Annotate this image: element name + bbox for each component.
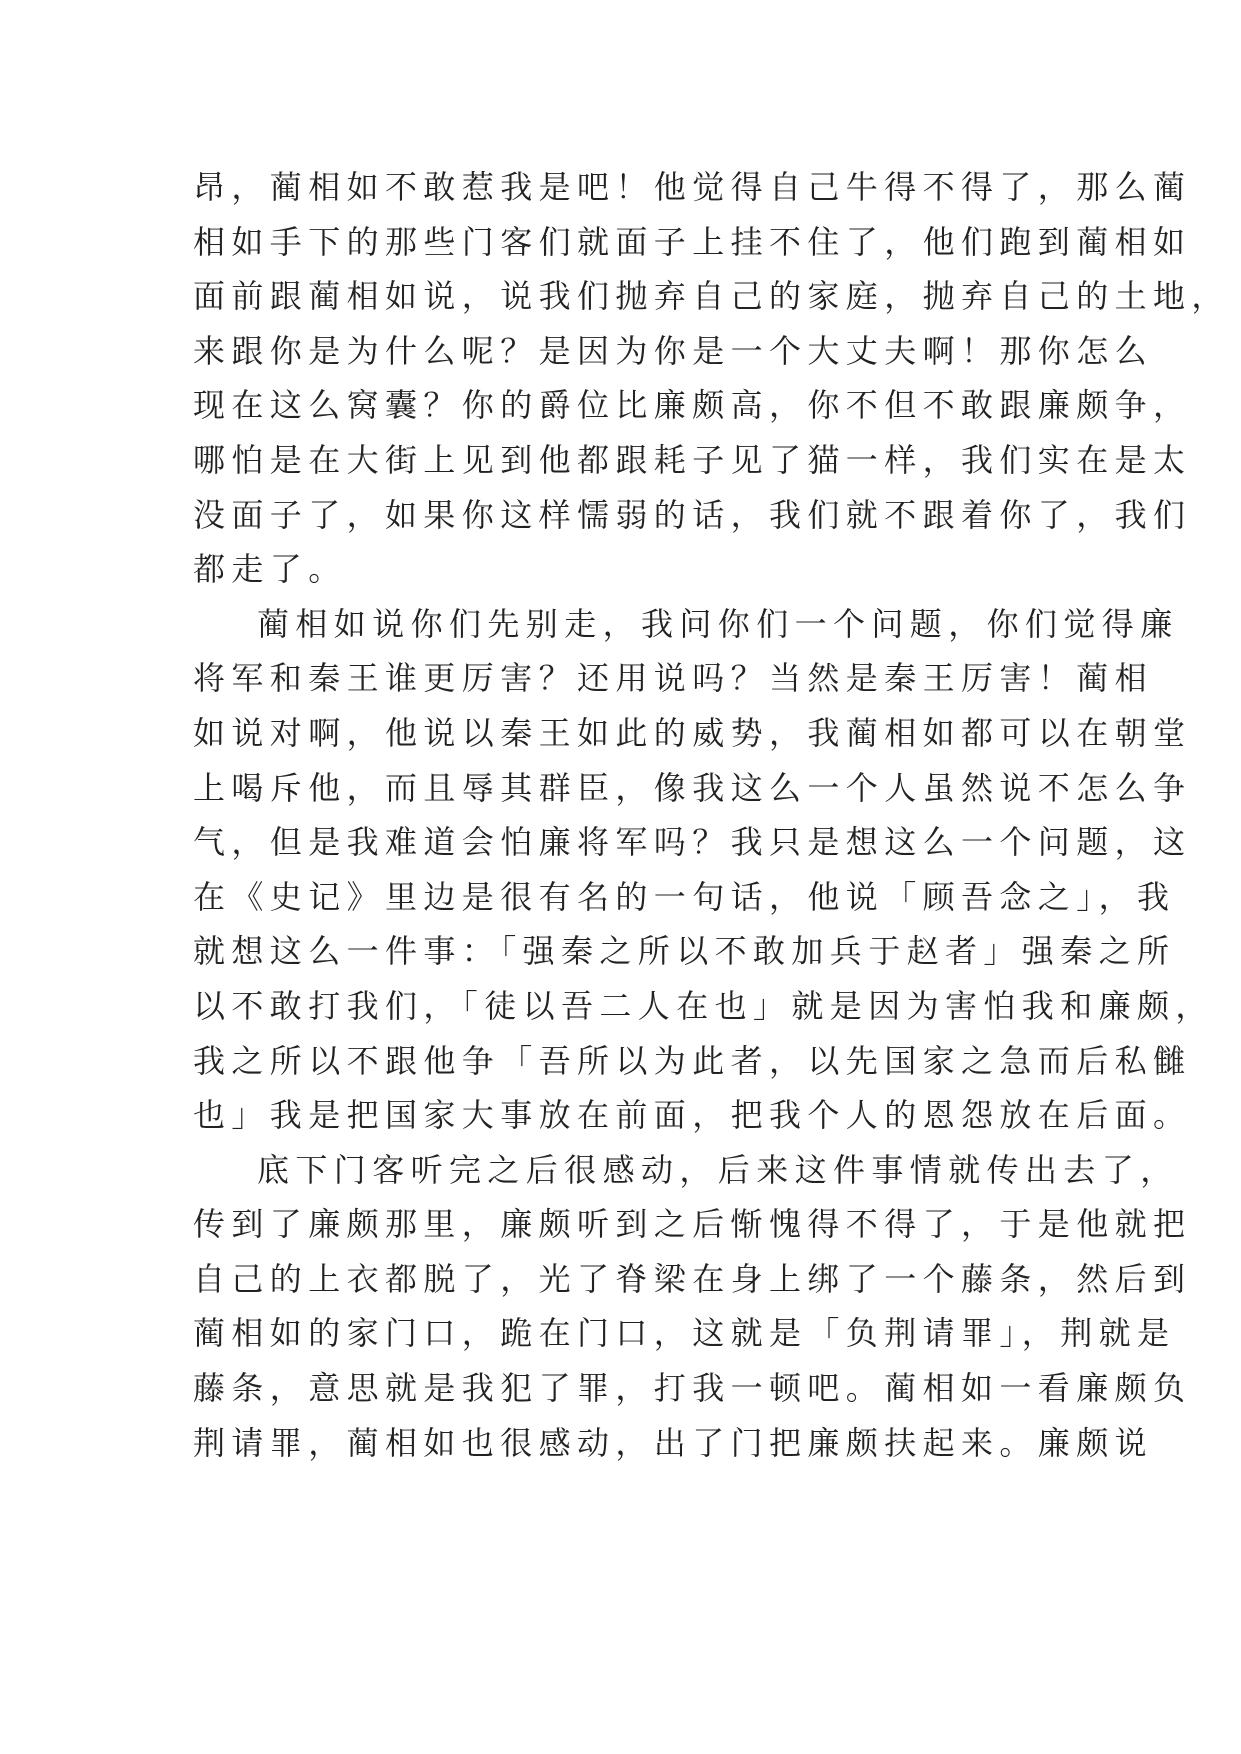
text-line: 荆请罪，蔺相如也很感动，出了门把廉颇扶起来。廉颇说: [193, 1423, 1154, 1462]
text-line: 都走了。: [193, 550, 347, 589]
text-line: 就想这么一件事：「强秦之所以不敢加兵于赵者」强秦之所: [193, 932, 1176, 971]
text-line: 传到了廉颇那里，廉颇听到之后惭愧得不得了，于是他就把: [193, 1205, 1192, 1244]
text-line: 上喝斥他，而且辱其群臣，像我这么一个人虽然说不怎么争: [193, 768, 1192, 807]
text-line: 也」我是把国家大事放在前面，把我个人的恩怨放在后面。: [193, 1096, 1192, 1135]
text-line: 蔺相如的家门口，跪在门口，这就是「负荆请罪」，荆就是: [193, 1314, 1176, 1353]
text-line: 现在这么窝囊？你的爵位比廉颇高，你不但不敢跟廉颇争，: [193, 386, 1192, 425]
text-line: 面前跟蔺相如说，说我们抛弃自己的家庭，抛弃自己的土地，: [193, 277, 1230, 316]
text-line: 气，但是我难道会怕廉将军吗？我只是想这么一个问题，这: [193, 823, 1192, 862]
body-text: [193, 160, 1230, 1470]
paragraph-start-line: 蔺相如说你们先别走，我问你们一个问题，你们觉得廉: [257, 604, 1179, 643]
text-line: 自己的上衣都脱了，光了脊梁在身上绑了一个藤条，然后到: [193, 1259, 1192, 1298]
text-line: 以不敢打我们，「徒以吾二人在也」就是因为害怕我和廉颇，: [193, 986, 1214, 1025]
paragraph-start-line: 底下门客听完之后很感动，后来这件事情就传出去了，: [257, 1150, 1179, 1189]
text-line: 昂，蔺相如不敢惹我是吧！他觉得自己牛得不得了，那么蔺: [193, 168, 1192, 206]
text-line: 藤条，意思就是我犯了罪，打我一顿吧。蔺相如一看廉颇负: [193, 1369, 1192, 1408]
text-line: 没面子了，如果你这样懦弱的话，我们就不跟着你了，我们: [193, 495, 1192, 534]
text-line: 将军和秦王谁更厉害？还用说吗？当然是秦王厉害！蔺相: [193, 659, 1154, 698]
text-line: 我之所以不跟他争「吾所以为此者，以先国家之急而后私雠: [193, 1041, 1192, 1080]
text-line: 相如手下的那些门客们就面子上挂不住了，他们跑到蔺相如: [193, 222, 1192, 261]
text-line: 如说对啊，他说以秦王如此的威势，我蔺相如都可以在朝堂: [193, 713, 1192, 752]
text-line: 在《史记》里边是很有名的一句话，他说「顾吾念之」，我: [193, 877, 1176, 916]
text-line: 哪怕是在大街上见到他都跟耗子见了猫一样，我们实在是太: [193, 440, 1192, 479]
text-line: 来跟你是为什么呢？是因为你是一个大丈夫啊！那你怎么: [193, 331, 1154, 370]
